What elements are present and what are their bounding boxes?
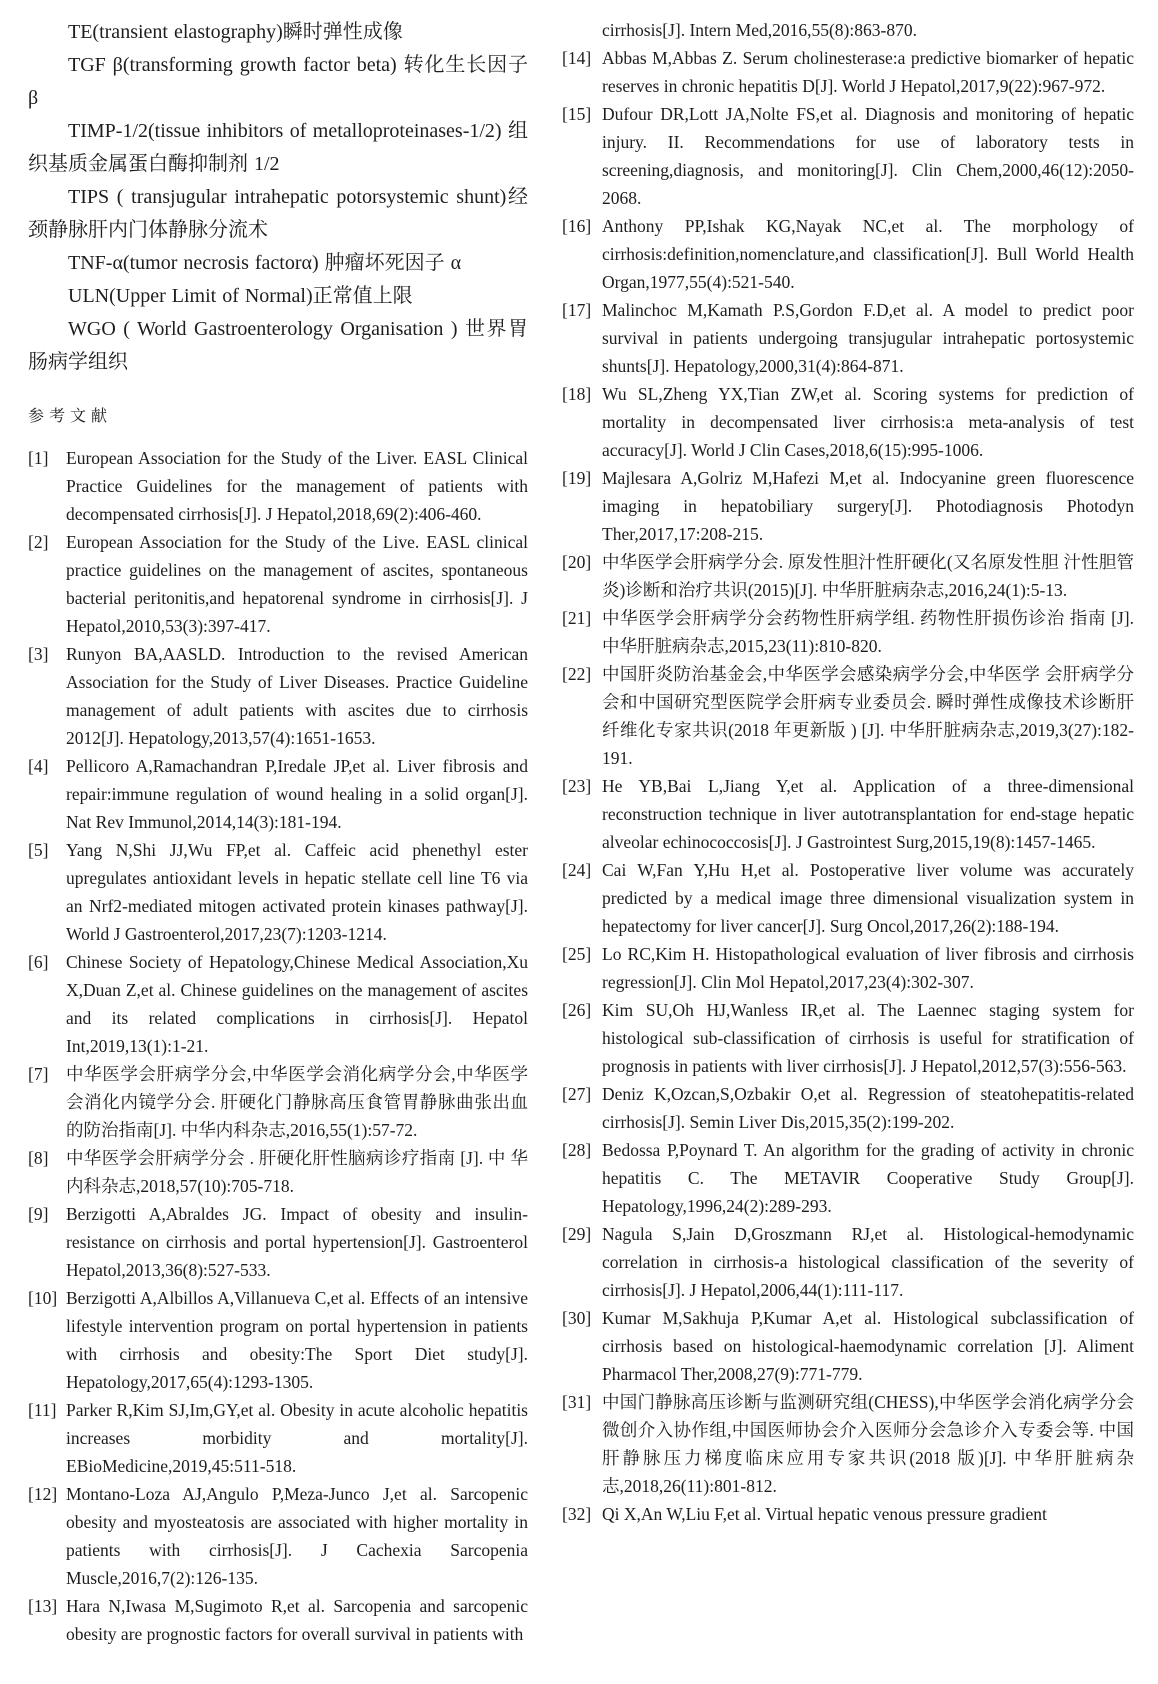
abbreviation-item: TIMP-1/2(tissue inhibitors of metalloproteinases-1/2) 组织基质金属蛋白酶抑制剂 1/2 — [28, 120, 528, 175]
reference-text: 中华医学会肝病学分会药物性肝病学组. 药物性肝损伤诊治 指南 [J]. 中华肝脏病杂志,2015,23(11):810-820. — [602, 608, 1134, 656]
reference-text: He YB,Bai L,Jiang Y,et al. Application of a three-dimensional reconstruction technique in liver autotransplantation for end-stage hepatic alveolar echinococcosis[J]. J Gastrointest Surg,2015,19(8):1457-1465. — [602, 776, 1134, 852]
reference-text: Montano-Loza AJ,Angulo P,Meza-Junco J,et al. Sarcopenic obesity and myosteatosis are associated with higher mortality in patients with cirrhosis[J]. J Cachexia Sarcopenia Muscle,2016,7(2):126-135. — [66, 1484, 528, 1588]
reference-list-left — [28, 444, 528, 1648]
reference-text: Majlesara A,Golriz M,Hafezi M,et al. Indocyanine green fluorescence imaging in hepatobiliary surgery[J]. Photodiagnosis Photodyn Ther,2017,17:208-215. — [602, 468, 1134, 544]
reference-text: 中华医学会肝病学分会 . 肝硬化肝性脑病诊疗指南 [J]. 中 华内科杂志,2018,57(10):705-718. — [66, 1148, 528, 1196]
reference-item — [562, 1304, 1134, 1388]
reference-number: [3] — [28, 644, 49, 664]
reference-text: Abbas M,Abbas Z. Serum cholinesterase:a predictive biomarker of hepatic reserves in chronic hepatitis D[J]. World J Hepatol,2017,9(22):967-972. — [602, 48, 1134, 96]
references-heading: 参考文献 — [28, 408, 113, 425]
reference-number: [27] — [562, 1084, 592, 1104]
abbreviation-item: TIPS ( transjugular intrahepatic potorsystemic shunt)经颈静脉肝内门体静脉分流术 — [28, 186, 528, 241]
reference-item — [28, 1480, 528, 1592]
reference-item — [562, 1080, 1134, 1136]
reference-number: [25] — [562, 944, 592, 964]
reference-item — [28, 1200, 528, 1284]
reference-text: Hara N,Iwasa M,Sugimoto R,et al. Sarcopenia and sarcopenic obesity are prognostic factors for overall survival in patients with — [66, 1596, 528, 1644]
reference-number: [17] — [562, 300, 592, 320]
reference-text: Yang N,Shi JJ,Wu FP,et al. Caffeic acid phenethyl ester upregulates antioxidant levels in hepatic stellate cell line T6 via an Nrf2-mediated mitogen activated protein kinases pathway[J]. World J Gastroenterol,2017,23(7):1203-1214. — [66, 840, 528, 944]
reference-number: [2] — [28, 532, 49, 552]
reference-item — [28, 444, 528, 528]
abbreviation-item: TNF-α(tumor necrosis factorα) 肿瘤坏死因子 α — [68, 252, 462, 274]
reference-number: [6] — [28, 952, 49, 972]
reference-number: [24] — [562, 860, 592, 880]
reference-text: 中华医学会肝病学分会,中华医学会消化病学分会,中华医学 会消化内镜学分会. 肝硬化门静脉高压食管胃静脉曲张出血的防治指南[J]. 中华内科杂志,2016,55(1):57-72. — [66, 1064, 528, 1140]
reference-text: Berzigotti A,Albillos A,Villanueva C,et al. Effects of an intensive lifestyle intervention program on portal hypertension in patients with cirrhosis and obesity:The Sport Diet study[J]. Hepatology,2017,65(4):1293-1305. — [66, 1288, 528, 1392]
reference-text: Malinchoc M,Kamath P.S,Gordon F.D,et al. A model to predict poor survival in patients undergoing transjugular intrahepatic portosystemic shunts[J]. Hepatology,2000,31(4):864-871. — [602, 300, 1134, 376]
reference-number: [12] — [28, 1484, 58, 1504]
abbreviation-item: WGO ( World Gastroenterology Organisation ) 世界胃肠病学组织 — [28, 318, 528, 373]
reference-number: [31] — [562, 1392, 592, 1412]
reference-item — [28, 1144, 528, 1200]
reference-text: Lo RC,Kim H. Histopathological evaluation of liver fibrosis and cirrhosis regression[J]. Clin Mol Hepatol,2017,23(4):302-307. — [602, 944, 1134, 992]
reference-number: [28] — [562, 1140, 592, 1160]
reference-item — [562, 1500, 1134, 1528]
reference-text: 中华医学会肝病学分会. 原发性胆汁性肝硬化(又名原发性胆 汁性胆管炎)诊断和治疗共识(2015)[J]. 中华肝脏病杂志,2016,24(1):5-13. — [602, 552, 1134, 600]
reference-item — [562, 940, 1134, 996]
reference-text: Chinese Society of Hepatology,Chinese Medical Association,Xu X,Duan Z,et al. Chinese guidelines on the management of ascites and its related complications in cirrhosis[J]. Hepatol Int,2019,13(1):1-21. — [66, 952, 528, 1056]
reference-item — [28, 948, 528, 1060]
reference-text: Parker R,Kim SJ,Im,GY,et al. Obesity in acute alcoholic hepatitis increases morbidity and mortality[J]. EBioMedicine,2019,45:511-518. — [66, 1400, 528, 1476]
reference-item — [28, 1284, 528, 1396]
reference-item — [562, 212, 1134, 296]
reference-number: [16] — [562, 216, 592, 236]
reference-13-continuation: cirrhosis[J]. Intern Med,2016,55(8):863-870. — [602, 20, 917, 40]
reference-item — [562, 464, 1134, 548]
abbreviation-list — [28, 16, 528, 379]
reference-number: [32] — [562, 1504, 592, 1524]
reference-number: [8] — [28, 1148, 49, 1168]
reference-number: [30] — [562, 1308, 592, 1328]
reference-item — [28, 1396, 528, 1480]
reference-number: [11] — [28, 1400, 57, 1420]
reference-number: [18] — [562, 384, 592, 404]
reference-text: Bedossa P,Poynard T. An algorithm for the grading of activity in chronic hepatitis C. The METAVIR Cooperative Study Group[J]. Hepatology,1996,24(2):289-293. — [602, 1140, 1134, 1216]
reference-item — [562, 772, 1134, 856]
reference-text: European Association for the Study of the Live. EASL clinical practice guidelines on the management of ascites, spontaneous bacterial peritonitis,and hepatorenal syndrome in cirrhosis[J]. J Hepatol,2010,53(3):397-417. — [66, 532, 528, 636]
reference-number: [21] — [562, 608, 592, 628]
reference-number: [23] — [562, 776, 592, 796]
reference-number: [19] — [562, 468, 592, 488]
reference-item — [562, 1388, 1134, 1500]
reference-text: Qi X,An W,Liu F,et al. Virtual hepatic venous pressure gradient — [602, 1504, 1047, 1524]
reference-number: [4] — [28, 756, 49, 776]
reference-text: Deniz K,Ozcan,S,Ozbakir O,et al. Regression of steatohepatitis-related cirrhosis[J]. Semin Liver Dis,2015,35(2):199-202. — [602, 1084, 1134, 1132]
reference-text: Berzigotti A,Abraldes JG. Impact of obesity and insulin-resistance on cirrhosis and portal hypertension[J]. Gastroenterol Hepatol,2013,36(8):527-533. — [66, 1204, 528, 1280]
reference-number: [13] — [28, 1596, 58, 1616]
reference-number: [15] — [562, 104, 592, 124]
reference-text: Kumar M,Sakhuja P,Kumar A,et al. Histological subclassification of cirrhosis based on histological-haemodynamic correlation [J]. Aliment Pharmacol Ther,2008,27(9):771-779. — [602, 1308, 1134, 1384]
reference-text: Cai W,Fan Y,Hu H,et al. Postoperative liver volume was accurately predicted by a medical image three dimensional visualization system in hepatectomy for liver cancer[J]. Surg Oncol,2017,26(2):188-194. — [602, 860, 1134, 936]
reference-text: Kim SU,Oh HJ,Wanless IR,et al. The Laennec staging system for histological sub-classification of cirrhosis is useful for stratification of prognosis in patients with liver cirrhosis[J]. J Hepatol,2012,57(3):556-563. — [602, 1000, 1134, 1076]
reference-item — [562, 296, 1134, 380]
reference-item — [28, 528, 528, 640]
reference-text: Dufour DR,Lott JA,Nolte FS,et al. Diagnosis and monitoring of hepatic injury. II. Recommendations for use of laboratory tests in screening,diagnosis, and monitoring[J]. Clin Chem,2000,46(12):2050-2068. — [602, 104, 1134, 208]
reference-item — [28, 1592, 528, 1648]
reference-number: [26] — [562, 1000, 592, 1020]
reference-item — [562, 380, 1134, 464]
reference-text: European Association for the Study of the Liver. EASL Clinical Practice Guidelines for the management of patients with decompensated cirrhosis[J]. J Hepatol,2018,69(2):406-460. — [66, 448, 528, 524]
reference-item — [28, 640, 528, 752]
reference-number: [10] — [28, 1288, 58, 1308]
reference-number: [22] — [562, 664, 592, 684]
reference-item — [562, 44, 1134, 100]
reference-item — [562, 548, 1134, 604]
reference-number: [9] — [28, 1204, 49, 1224]
reference-item — [562, 856, 1134, 940]
reference-number: [14] — [562, 48, 592, 68]
reference-item — [562, 1136, 1134, 1220]
reference-item — [28, 1060, 528, 1144]
reference-item — [562, 604, 1134, 660]
reference-item — [562, 1220, 1134, 1304]
right-column — [562, 16, 1134, 1684]
abbreviation-item: TGF β(transforming growth factor beta) 转化生长因子 β — [28, 54, 528, 109]
reference-item — [28, 752, 528, 836]
reference-item — [562, 100, 1134, 212]
reference-item — [562, 996, 1134, 1080]
reference-text: 中国门静脉高压诊断与监测研究组(CHESS),中华医学会消化病学分会微创介入协作组,中国医师协会介入医师分会急诊介入专委会等. 中国肝静脉压力梯度临床应用专家共识(2018 版)[J]. 中华肝脏病杂志,2018,26(11):801-812. — [602, 1392, 1134, 1496]
reference-number: [29] — [562, 1224, 592, 1244]
reference-number: [7] — [28, 1064, 49, 1084]
reference-number: [20] — [562, 552, 592, 572]
reference-item — [28, 836, 528, 948]
reference-text: Nagula S,Jain D,Groszmann RJ,et al. Histological-hemodynamic correlation in cirrhosis-a histological classification of the severity of cirrhosis[J]. J Hepatol,2006,44(1):111-117. — [602, 1224, 1134, 1300]
reference-number: [1] — [28, 448, 49, 468]
reference-text: Pellicoro A,Ramachandran P,Iredale JP,et al. Liver fibrosis and repair:immune regulation of wound healing in a solid organ[J]. Nat Rev Immunol,2014,14(3):181-194. — [66, 756, 528, 832]
reference-text: Wu SL,Zheng YX,Tian ZW,et al. Scoring systems for prediction of mortality in decompensated liver cirrhosis:a meta-analysis of test accuracy[J]. World J Clin Cases,2018,6(15):995-1006. — [602, 384, 1134, 460]
reference-text: Runyon BA,AASLD. Introduction to the revised American Association for the Study of Liver Diseases. Practice Guideline management of adult patients with ascites due to cirrhosis 2012[J]. Hepatology,2013,57(4):1651-1653. — [66, 644, 528, 748]
abbreviation-item: ULN(Upper Limit of Normal)正常值上限 — [68, 285, 413, 307]
reference-item — [562, 660, 1134, 772]
reference-text: Anthony PP,Ishak KG,Nayak NC,et al. The morphology of cirrhosis:definition,nomenclature,and classification[J]. Bull World Health Organ,1977,55(4):521-540. — [602, 216, 1134, 292]
reference-text: 中国肝炎防治基金会,中华医学会感染病学分会,中华医学 会肝病学分会和中国研究型医院学会肝病专业委员会. 瞬时弹性成像技术诊断肝纤维化专家共识(2018 年更新版 ) [J]. 中华肝脏病杂志,2019,3(27):182-191. — [602, 664, 1134, 768]
reference-number: [5] — [28, 840, 49, 860]
reference-list-right — [562, 44, 1134, 1528]
left-column — [28, 16, 528, 1684]
abbreviation-item: TE(transient elastography)瞬时弹性成像 — [68, 21, 403, 43]
